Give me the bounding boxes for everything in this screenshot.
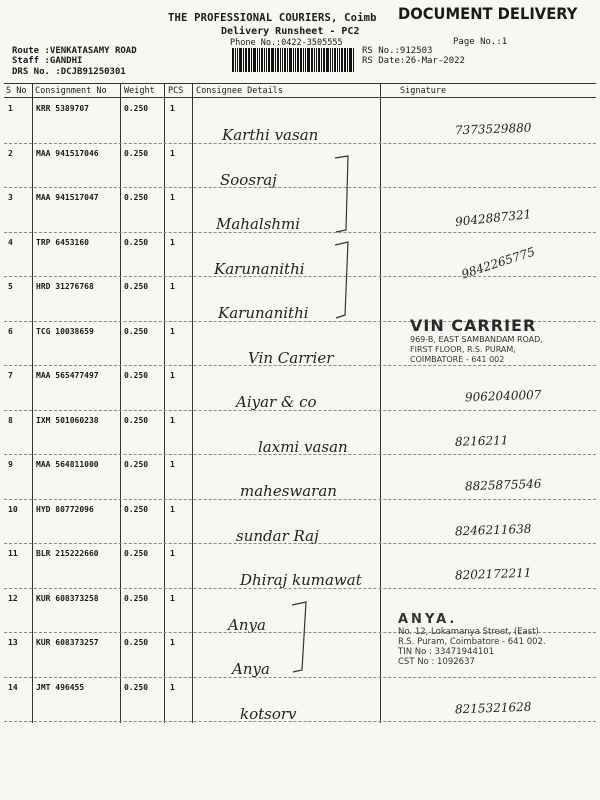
row-separator	[4, 276, 596, 277]
row-pcs: 1	[170, 460, 175, 469]
row-signature: 9062040007	[464, 387, 542, 405]
row-consignee-handwritten: Soosraj	[220, 170, 277, 189]
row-sno: 7	[8, 371, 13, 380]
row-consignee-handwritten: Vin Carrier	[248, 348, 334, 367]
row-sno: 9	[8, 460, 13, 469]
rs-date: RS Date:26-Mar-2022	[362, 56, 465, 66]
row-signature: 8215321628	[454, 699, 532, 716]
row-weight: 0.250	[124, 104, 149, 113]
row-sno: 11	[8, 549, 18, 558]
row-separator	[4, 499, 596, 500]
row-signature: 8202172211	[454, 565, 532, 583]
row-consignee-handwritten: Anya	[232, 660, 270, 678]
route-label: Route :VENKATASAMY ROAD	[12, 46, 137, 56]
row-consignee-handwritten: maheswaran	[240, 482, 337, 500]
anya-stamp	[398, 612, 588, 667]
row-sno: 4	[8, 237, 13, 247]
col-divider	[120, 83, 121, 723]
row-weight: 0.250	[124, 415, 149, 425]
row-separator	[4, 454, 596, 455]
stamp-line: 969-B, EAST SAMBANDAM ROAD,	[410, 335, 543, 344]
rs-number: RS No.:912503	[362, 46, 433, 56]
col-divider	[380, 83, 381, 723]
phone-number: Phone No.:0422-3505555	[230, 38, 343, 48]
stamp-line: R.S. Puram, Coimbatore - 641 002.	[398, 637, 546, 647]
row-consignee-handwritten: laxmi vasan	[258, 437, 348, 456]
row-pcs: 1	[170, 504, 175, 514]
row-consignee-handwritten: kotsorv	[240, 704, 297, 723]
row-weight: 0.250	[124, 282, 149, 291]
document-delivery-stamp: DOCUMENT DELIVERY	[398, 4, 578, 23]
row-sno: 1	[8, 104, 13, 113]
stamp-name: ANYA.	[398, 612, 458, 627]
row-weight: 0.250	[124, 193, 149, 202]
stamp-line: COIMBATORE - 641 002	[410, 355, 505, 364]
row-consignee-handwritten: Anya	[228, 615, 266, 634]
row-separator	[4, 187, 596, 188]
row-separator	[4, 232, 596, 233]
stamp-line: TIN No : 33471944101	[398, 647, 495, 657]
table-top-border	[4, 83, 596, 84]
row-signature: 8216211	[454, 432, 509, 449]
row-weight: 0.250	[124, 682, 149, 692]
column-header: Weight	[124, 86, 155, 96]
row-separator	[4, 588, 596, 589]
table-header-border	[4, 97, 596, 98]
row-consignment-no: BLR 215222660	[36, 549, 99, 558]
col-divider	[192, 83, 193, 723]
row-pcs: 1	[170, 326, 175, 336]
row-signature: 9042887321	[454, 207, 532, 229]
row-weight: 0.250	[124, 549, 149, 558]
row-consignment-no: IXM 501060238	[36, 415, 99, 425]
row-pcs: 1	[170, 415, 175, 425]
vin-carrier-stamp	[410, 316, 570, 365]
column-header: Signature	[400, 86, 447, 96]
row-consignee-handwritten: Dhiraj kumawat	[240, 571, 362, 589]
row-separator	[4, 365, 596, 366]
column-header: S No	[6, 86, 27, 96]
stamp-line: No. 12, Lokamanya Street, (East)	[398, 627, 539, 637]
runsheet-title: Delivery Runsheet - PC2	[221, 26, 360, 37]
row-signature: 8246211638	[454, 521, 532, 538]
row-separator	[4, 410, 596, 411]
row-consignee-handwritten: Aiyar & co	[236, 393, 317, 411]
row-consignment-no: KUR 608373257	[36, 638, 99, 647]
row-sno: 3	[8, 193, 13, 202]
row-sno: 6	[8, 326, 13, 336]
row-consignee-handwritten: Mahalshmi	[216, 215, 301, 233]
row-consignment-no: MAA 941517047	[36, 193, 99, 202]
row-signature: 8825875546	[464, 476, 542, 494]
drs-label: DRS No. :DCJB91250301	[12, 67, 126, 77]
handwritten-brackets	[330, 150, 360, 750]
stamp-line: CST No : 1092637	[398, 657, 475, 667]
row-sno: 12	[8, 593, 18, 603]
row-consignee-handwritten: sundar Raj	[236, 526, 319, 545]
company-name: THE PROFESSIONAL COURIERS, Coimb	[168, 12, 377, 24]
stamp-line: FIRST FLOOR, R.S. PURAM,	[410, 345, 516, 354]
row-consignee-handwritten: Karunanithi	[218, 304, 309, 322]
row-pcs: 1	[170, 237, 175, 247]
row-weight: 0.250	[124, 148, 149, 158]
row-pcs: 1	[170, 104, 175, 113]
row-sno: 13	[8, 638, 18, 647]
row-pcs: 1	[170, 549, 175, 558]
row-consignment-no: TCG 10038659	[36, 326, 94, 336]
row-weight: 0.250	[124, 237, 149, 247]
staff-label: Staff :GANDHI	[12, 56, 83, 66]
row-weight: 0.250	[124, 371, 149, 380]
row-consignment-no: JMT 496455	[36, 682, 85, 692]
handwritten-bracket	[288, 600, 318, 680]
row-pcs: 1	[170, 148, 175, 158]
row-sno: 5	[8, 282, 13, 291]
row-weight: 0.250	[124, 638, 149, 647]
row-consignment-no: TRP 6453160	[36, 237, 89, 247]
barcode	[232, 48, 354, 72]
row-consignment-no: MAA 565477497	[36, 371, 99, 380]
row-separator	[4, 143, 596, 144]
row-signature: 9842265775	[459, 244, 537, 281]
row-separator	[4, 543, 596, 544]
row-signature: 7373529880	[454, 120, 532, 138]
row-weight: 0.250	[124, 593, 149, 603]
row-consignee-handwritten: Karunanithi	[214, 259, 305, 278]
row-sno: 2	[8, 148, 13, 158]
col-divider	[164, 83, 165, 723]
row-consignment-no: KUR 608373258	[36, 593, 99, 603]
row-weight: 0.250	[124, 460, 149, 469]
col-divider	[32, 83, 33, 723]
stamp-name: VIN CARRIER	[410, 316, 537, 335]
row-consignment-no: MAA 941517046	[36, 148, 99, 158]
row-sno: 10	[8, 504, 18, 514]
row-consignee-handwritten: Karthi vasan	[222, 126, 319, 144]
column-header: Consignee Details	[196, 86, 283, 96]
row-consignment-no: MAA 564811000	[36, 460, 99, 469]
row-consignment-no: KRR 5389707	[36, 104, 89, 113]
row-sno: 14	[8, 682, 18, 692]
row-consignment-no: HRD 31276768	[36, 282, 94, 291]
column-header: Consignment No	[35, 86, 107, 96]
row-weight: 0.250	[124, 326, 149, 336]
row-consignment-no: HYD 80772096	[36, 504, 94, 514]
row-separator	[4, 721, 596, 722]
row-pcs: 1	[170, 282, 175, 291]
row-weight: 0.250	[124, 504, 149, 514]
column-header: PCS	[168, 86, 184, 96]
row-sno: 8	[8, 415, 13, 425]
row-pcs: 1	[170, 593, 175, 603]
row-pcs: 1	[170, 193, 175, 202]
row-pcs: 1	[170, 638, 175, 647]
row-pcs: 1	[170, 682, 175, 692]
row-pcs: 1	[170, 371, 175, 380]
page-number: Page No.:1	[453, 37, 508, 47]
